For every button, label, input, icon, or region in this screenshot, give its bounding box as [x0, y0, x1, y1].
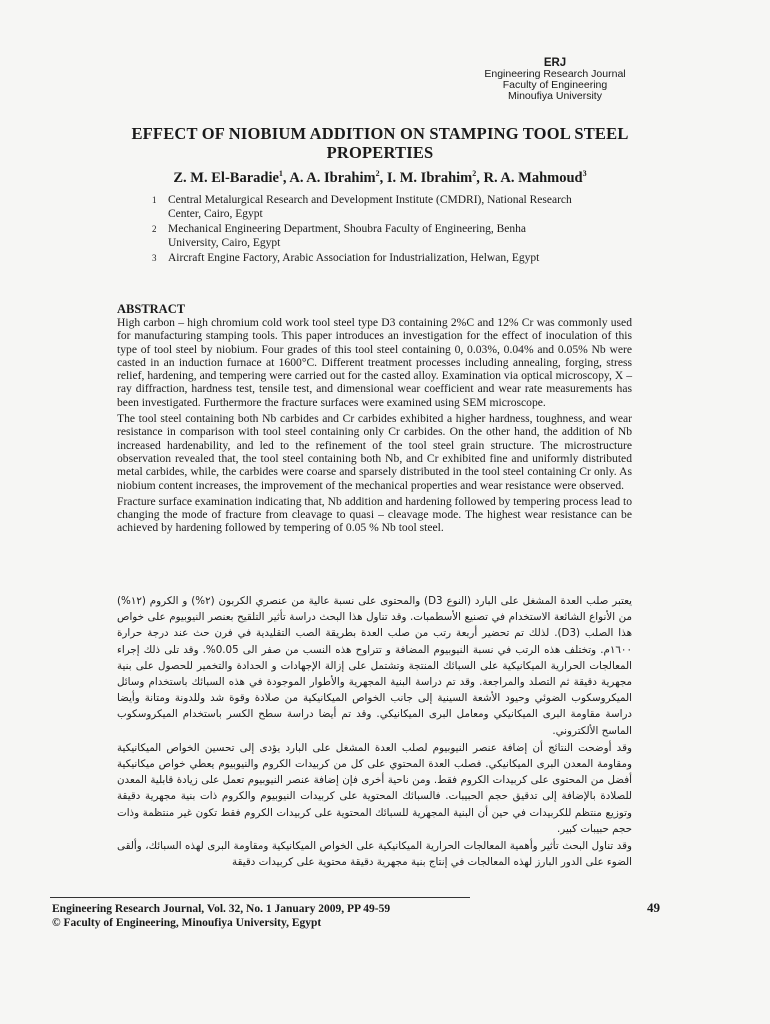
affiliation-item — [152, 223, 572, 250]
journal-footer — [52, 903, 390, 930]
journal-abbreviation: ERJ — [543, 57, 567, 69]
abstract-paragraph: The tool steel containing both Nb carbides and Cr carbides exhibited a higher hardness, toughness, and wear resistance in comparison with tool steel containing only Cr carbides. On the other hand, the addition of Nb increased hardenability, and led to the refinement of the tool steel grain structure. The microstructure observation revealed that, the tool steel containing both Nb, and Cr exhibited fine and uniformly distributed metal carbides, while, the carbides were coarse and sparsely distributed in the tool steel containing Cr only. As niobium content increases, the improvement of the mechanical properties and wear resistance were observed. — [117, 412, 632, 492]
affiliation-list — [152, 194, 572, 268]
author-affiliation-mark: 2 — [375, 169, 380, 179]
faculty-name: Faculty of Engineering — [502, 79, 608, 91]
arabic-paragraph: وقد أوضحت النتائج أن إضافة عنصر النيوبيوم لصلب العدة المشغل على البارد يؤدى إلى تحسين الخواص الميكانيكية ومقاومة المعدن البرى الميكانيكي. فصلب العدة المحتوي على كل من كربيدات الكروم والنيوبيوم يعطي خواص ميكانيكية أفضل من المحتوى على كربيدات الكروم فقط. ومن ناحية أخرى فإن إضافة عنصر النيوبيوم تعمل على زيادة قابلية المعدن للصلادة بالإضافة إلى تدقيق حجم الحبيبات. فالسبائك المحتوية على كربيدات النيوبيوم والكروم ذات بنية مجهرية دقيقة وتوزيع منتظم للكربيدات في حين أن البنية المجهرية للسبائك المحتوية على كربيدات الكروم فقط تكون غير منتظمة وذات حجم حبيبات كبير. — [117, 741, 632, 835]
footer-divider — [50, 897, 470, 898]
affiliation-item — [152, 252, 572, 266]
paper-title: EFFECT OF NIOBIUM ADDITION ON STAMPING TOOL STEEL PROPERTIES — [131, 124, 629, 162]
affiliation-number: 2 — [152, 224, 157, 234]
author-affiliation-mark: 2 — [472, 169, 477, 179]
page-number: 49 — [647, 900, 660, 915]
arabic-abstract — [117, 593, 632, 871]
affiliation-number: 1 — [152, 195, 157, 205]
abstract-paragraph: Fracture surface examination indicating that, Nb addition and hardening followed by tempering process lead to changing the mode of fracture from cleavage to quasi – cleavage mode. The highest wear resistance can be achieved by hardening followed by tempering of 0.05 % Nb tool steel. — [117, 494, 632, 535]
author-affiliation-mark: 1 — [278, 169, 283, 179]
citation-line: Engineering Research Journal, Vol. 32, No. 1 January 2009, PP 49-59 — [52, 903, 391, 915]
author-name: A. A. Ibrahim — [289, 170, 376, 186]
affiliation-text: Central Metalurgical Research and Development Institute (CMDRI), National Research Center, Cairo, Egypt — [168, 194, 572, 220]
journal-header — [470, 58, 640, 102]
author-name: Z. M. El-Baradie — [173, 170, 279, 186]
university-name: Minoufiya University — [508, 90, 602, 102]
affiliation-number: 3 — [152, 253, 157, 263]
affiliation-text: Mechanical Engineering Department, Shoubra Faculty of Engineering, Benha University, Cairo, Egypt — [168, 223, 526, 249]
author-separator: , — [379, 170, 387, 186]
abstract-body — [117, 316, 632, 538]
author-affiliation-mark: 3 — [582, 169, 587, 179]
author-list — [90, 170, 670, 187]
abstract-paragraph: High carbon – high chromium cold work tool steel type D3 containing 2%C and 12% Cr was commonly used for manufacturing stamping tools. This paper introduces an investigation for the effect of inoculation of this type of tool steel by niobium. Four grades of this tool steel containing 0, 0.03%, 0.04% and 0.05% Nb were casted in an induction furnace at 1600°C. Different treatment processes including annealing, forging, stress relief, hardening, and tempering were carried out for the casted alloy. Examination via optical microscopy, X – ray diffraction, hardness test, tensile test, and dimensional wear coefficient and wear rate measurements has been investigated. Furthermore the fracture surfaces were examined using SEM microscope. — [117, 316, 632, 409]
affiliation-text: Aircraft Engine Factory, Arabic Association for Industrialization, Helwan, Egypt — [168, 252, 540, 264]
journal-name: Engineering Research Journal — [484, 68, 626, 80]
copyright-line: © Faculty of Engineering, Minoufiya University, Egypt — [52, 916, 322, 929]
abstract-heading: ABSTRACT — [117, 302, 186, 316]
arabic-paragraph: وقد تناول البحث تأثير وأهمية المعالجات الحرارية الميكانيكية على الخواص الميكانيكية ومقاومة البرى لهذه السبائك، وألقى الضوء على الدور البارز لهذه المعالجات في إنتاج بنية مجهرية دقيقة محتوية على كربيدات دقيقة — [117, 840, 632, 869]
author-name: R. A. Mahmoud — [483, 170, 583, 186]
author-separator: , — [282, 170, 290, 186]
affiliation-item — [152, 194, 572, 221]
author-separator: , — [476, 170, 484, 186]
author-name: I. M. Ibrahim — [386, 170, 473, 186]
arabic-paragraph: يعتبر صلب العدة المشغل على البارد (النوع D3) والمحتوى على نسبة عالية من عنصري الكربون (٢%) و الكروم (١٢%) من الأنواع الشائعة الاستخدام في تصنيع الأسطمبات. وقد تناول هذا البحث دراسة تأثير التلقيح بعنصر النيوبيوم على خواص هذا الصلب (D3). لذلك تم تحضير أربعة رتب من صلب العدة بطريقة الصب التقليدية في فرن حث عند درجة حرارة ١٦٠٠م. وتختلف هذه الرتب في نسبة النيوبيوم المضافة و تتراوح هذه النسب من صفر الى 0.05%. وقد تلى ذلك إجراء المعالجات الحرارية الميكانيكية على السبائك المنتجة وتشتمل على إزالة الإجهادات و الحدادة والتخمير للحصول على بنية مجهرية دقيقة ثم التصلد والمراجعة. وقد تم دراسة البنية المجهرية والأطوار الموجودة في هذه السبائك باستخدام وسائل الميكروسكوب الضوئي وحيود الأشعة السينية إلى جانب الخواص الميكانيكية من صلادة وقوة شد وللدونة ومتانة وأيضا دراسة مقاومة البرى الميكانيكي ومعامل البرى الميكانيكي. وقد تم أيضا دراسة سطح الكسر باستخدام الميكروسكوب الماسح الألكتروني. — [117, 595, 632, 737]
